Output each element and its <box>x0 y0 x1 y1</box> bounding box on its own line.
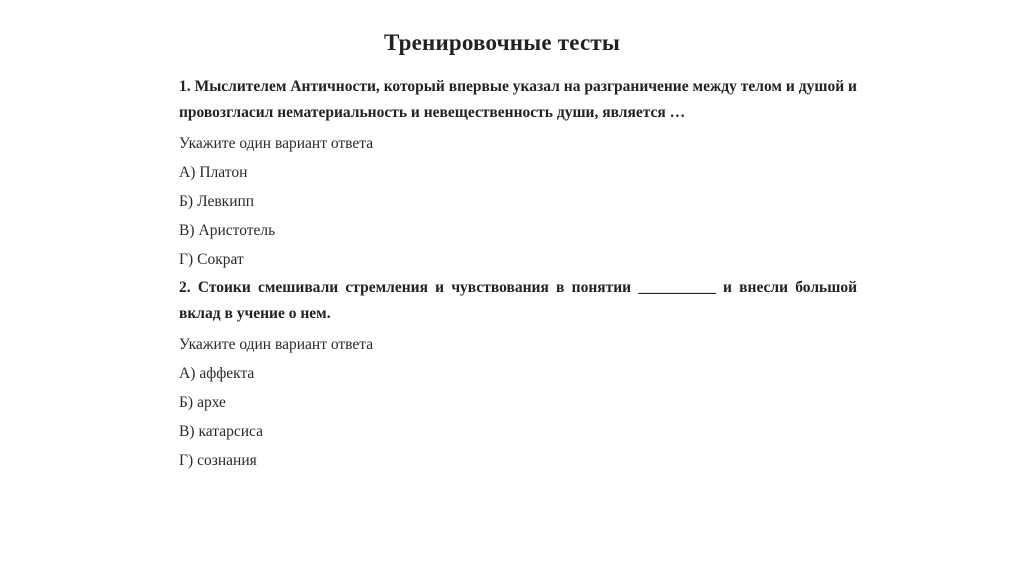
test-content <box>179 74 857 475</box>
option-letter: В) <box>179 423 195 440</box>
answer-option <box>179 417 857 446</box>
slide-title: Тренировочные тесты <box>383 30 621 55</box>
option-text: сознания <box>197 452 257 469</box>
question-1 <box>179 74 857 274</box>
option-letter: Б) <box>179 394 194 411</box>
option-letter: А) <box>179 365 196 382</box>
answer-option <box>179 158 857 187</box>
answer-option <box>179 245 857 274</box>
option-text: архе <box>197 394 226 411</box>
question-text: 2. Стоики смешивали стремления и чувствования в понятии __________ и внесли большой вклад в учение о нем. <box>179 279 857 322</box>
answer-instruction: Укажите один вариант ответа <box>179 336 374 353</box>
option-text: Аристотель <box>198 222 276 239</box>
question-2 <box>179 275 857 475</box>
option-text: катарсиса <box>198 423 263 440</box>
option-text: Платон <box>199 164 248 181</box>
option-text: Сократ <box>197 251 244 268</box>
answer-option <box>179 446 857 475</box>
answer-instruction: Укажите один вариант ответа <box>179 135 374 152</box>
option-letter: Г) <box>179 452 194 469</box>
option-text: аффекта <box>199 365 255 382</box>
option-letter: В) <box>179 222 195 239</box>
option-letter: А) <box>179 164 196 181</box>
option-letter: Г) <box>179 251 194 268</box>
answer-option <box>179 216 857 245</box>
question-text: 1. Мыслителем Античности, который впервые указал на разграничение между телом и душой и провозгласил нематериальность и невещественность души, является … <box>179 78 857 121</box>
answer-option <box>179 388 857 417</box>
option-text: Левкипп <box>197 193 255 210</box>
answer-option <box>179 359 857 388</box>
answer-option <box>179 187 857 216</box>
option-letter: Б) <box>179 193 194 210</box>
